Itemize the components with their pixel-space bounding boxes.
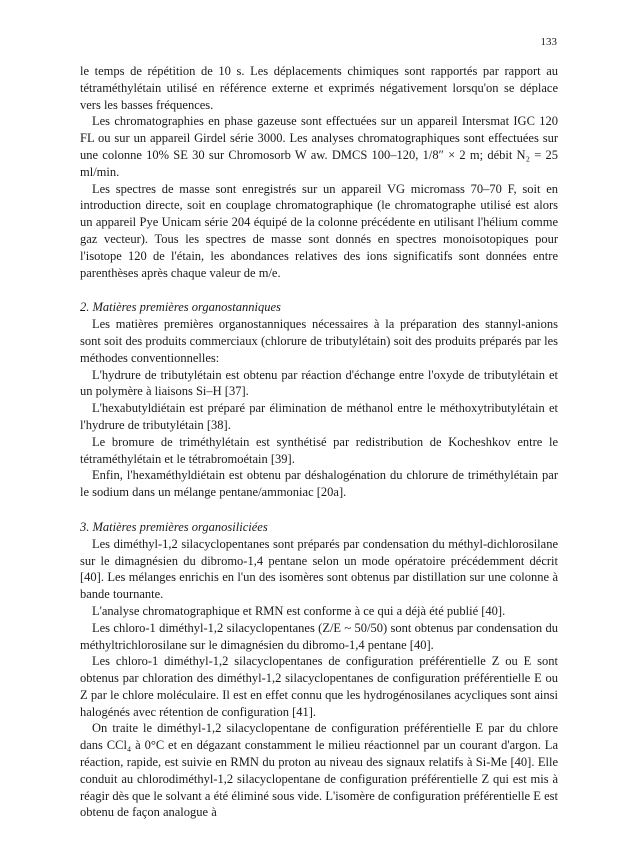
section-3-paragraph-2: L'analyse chromatographique et RMN est conforme à ce qui a déjà été publié [40]. xyxy=(92,603,506,618)
section-3-paragraph-3: Les chloro-1 diméthyl-1,2 silacyclopentanes (Z/E ~ 50/50) sont obtenus par condensation du méthyltrichlorosilane sur le dimagnésien du dibromo-1,4 pentane [40]. xyxy=(80,620,558,652)
paragraph-intro-1: le temps de répétition de 10 s. Les déplacements chimiques sont rapportés par rapport au tétraméthylétain utilisé en référence externe et exprimés négativement lorsqu'on se déplace vers les basses fréquences. xyxy=(80,64,558,112)
section-3-paragraph-5: On traite le diméthyl-1,2 silacyclopentane de configuration préférentielle E par du chlore dans CCl₄ à 0°C et en dégazant constamment le milieu réactionnel par un courant d'argon. La réaction, rapide, est suivie en RMN du proton au niveau des signaux relatifs à Si-Me [40]. Elle conduit au chlorodiméthyl-1,2 silacyclopentane de configuration préférentielle Z qui est mis à réagir dès que le solvant a été éliminé sous vide. L'isomère de configuration préférentielle E est obtenu de façon analogue à xyxy=(80,721,558,820)
section-2-heading: 2. Matières premières organostanniques xyxy=(80,300,281,315)
section-3-heading: 3. Matières premières organosiliciées xyxy=(80,519,268,534)
section-2-paragraph-1: Les matières premières organostanniques nécessaires à la préparation des stannyl-anions sont soit des produits commerciaux (chlorure de tributylétain) soit des produits préparés par les méthodes conventionnelles: xyxy=(80,317,558,365)
paragraph-intro-2: Les chromatographies en phase gazeuse sont effectuées sur un appareil Intersmat IGC 120 FL ou sur un appareil Girdel série 3000. Les analyses chromatographiques sont effectuées sur une colonne 10% SE 30 sur Chromosorb W aw. DMCS 100–120, 1/8″ × 2 m; débit N₂ = 25 ml/min. xyxy=(80,114,558,179)
section-3-paragraph-1: Les diméthyl-1,2 silacyclopentanes sont préparés par condensation du méthyl-dichlorosilane sur le dimagnésien du dibromo-1,4 pentane selon un mode opératoire précédemment décrit [40]. Les mélanges enrichis en l'un des isomères sont obtenus par distillation sur une colonne à bande tournante. xyxy=(80,536,558,602)
paragraph-intro-3: Les spectres de masse sont enregistrés sur un appareil VG micromass 70–70 F, soit en introduction directe, soit en couplage chromatographique (le chromatographe utilisé est alors un appareil Pye Unicam série 204 équipé de la colonne précédente en utilisant l'hélium comme gaz vecteur). Tous les spectres de masse sont donnés en spectres monoisotopiques pour l'isotope 120 de l'étain, les abondances relatives des ions significatifs sont données entre parenthèses après chaque valeur de m/e. xyxy=(80,181,558,280)
section-2-paragraph-5: Enfin, l'hexaméthyldiétain est obtenu par déshalogénation du chlorure de triméthylétain par le sodium dans un mélange pentane/ammoniac [20a]. xyxy=(80,468,558,500)
page-number: 133 xyxy=(540,36,557,48)
section-3-paragraph-4: Les chloro-1 diméthyl-1,2 silacyclopentanes de configuration préférentielle Z ou E sont obtenus par chloration des diméthyl-1,2 silacyclopentanes de configuration préférentielle E ou Z par le chlore moléculaire. Il est en effet connu que les hydrogénosilanes acycliques sont ainsi halogénés avec rétention de configuration [41]. xyxy=(80,654,558,719)
section-2-paragraph-2: L'hydrure de tributylétain est obtenu par réaction d'échange entre l'oxyde de tributylétain et un polymère à liaisons Si–H [37]. xyxy=(80,367,558,399)
body-text xyxy=(80,63,558,821)
section-2-paragraph-3: L'hexabutyldiétain est préparé par élimination de méthanol entre le méthoxytributylétain et l'hydrure de tributylétain [38]. xyxy=(80,401,558,432)
section-2-paragraph-4: Le bromure de triméthylétain est synthétisé par redistribution de Kocheshkov entre le tétraméthylétain et le tétrabromoétain [39]. xyxy=(80,434,558,466)
